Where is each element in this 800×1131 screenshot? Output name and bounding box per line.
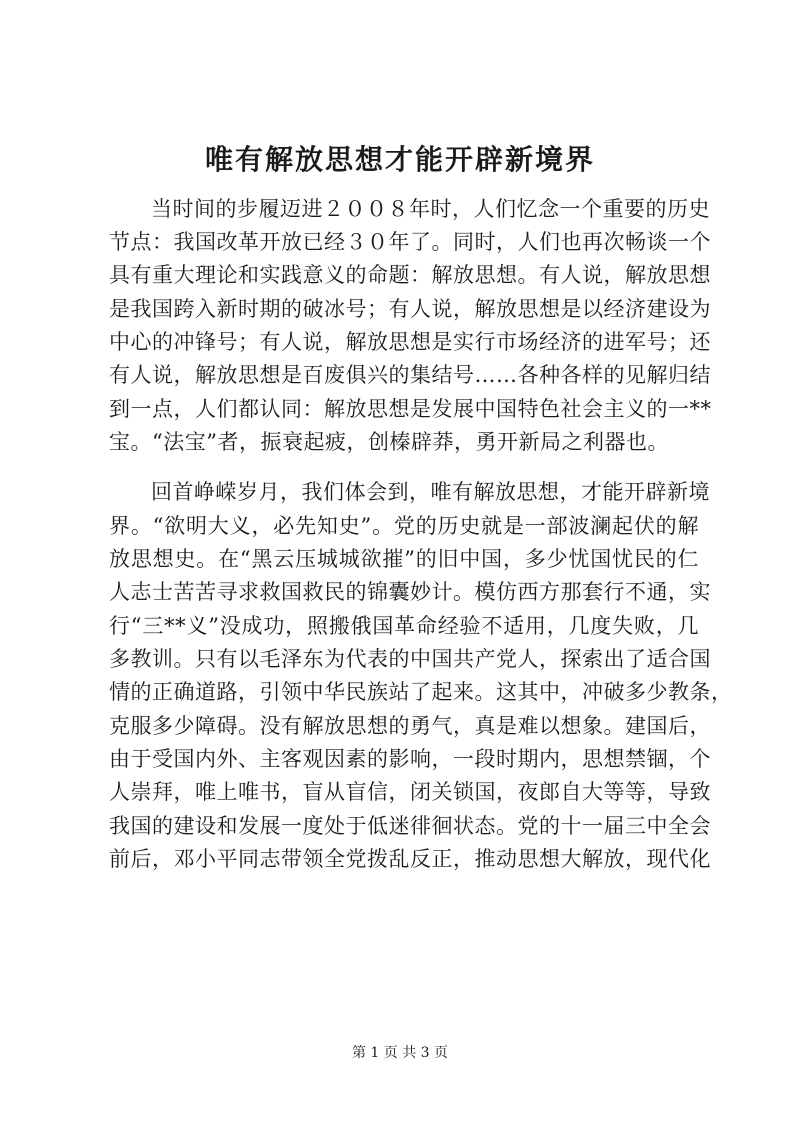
- paragraph-line: 回首峥嵘岁月，我们体会到，唯有解放思想，才能开辟新境: [151, 480, 710, 504]
- paragraph-line: 我国的建设和发展一度处于低迷徘徊状态。党的十一届三中全会: [109, 814, 711, 838]
- paragraph-line: 宝。“法宝”者，振衰起疲，创榛辟莽，勇开新局之利器也。: [109, 430, 669, 454]
- paragraph-line: 克服多少障碍。没有解放思想的勇气，真是难以想象。建国后，: [109, 714, 711, 738]
- paragraph-line: 界。“欲明大义，必先知史”。党的历史就是一部波澜起伏的解: [109, 514, 699, 538]
- paragraph-line: 节点：我国改革开放已经３０年了。同时，人们也再次畅谈一个: [109, 230, 711, 254]
- paragraph-line: 行“三**义”没成功，照搬俄国革命经验不适用，几度失败，几: [109, 614, 699, 638]
- paragraph-line: 具有重大理论和实践意义的命题：解放思想。有人说，解放思想: [109, 263, 711, 287]
- paragraph-line: 有人说，解放思想是百废俱兴的集结号……各种各样的见解归结: [109, 363, 711, 387]
- paragraph-line: 当时间的步履迈进２００８年时，人们忆念一个重要的历史: [151, 197, 710, 221]
- paragraph-line: 中心的冲锋号；有人说，解放思想是实行市场经济的进军号；还: [109, 330, 711, 354]
- page-title: 唯有解放思想才能开辟新境界: [204, 143, 595, 176]
- paragraph-line: 人志士苦苦寻求救国救民的锦囊妙计。模仿西方那套行不通，实: [109, 580, 711, 604]
- paragraph-line: 人崇拜，唯上唯书，盲从盲信，闭关锁国，夜郎自大等等，导致: [109, 780, 711, 804]
- paragraph-line: 情的正确道路，引领中华民族站了起来。这其中，冲破多少教条，: [109, 680, 733, 704]
- paragraph-line: 到一点，人们都认同：解放思想是发展中国特色社会主义的一**: [109, 397, 712, 421]
- paragraph-line: 前后，邓小平同志带领全党拨乱反正，推动思想大解放，现代化: [109, 847, 711, 871]
- paragraph-line: 多教训。只有以毛泽东为代表的中国共产党人，探索出了适合国: [109, 647, 711, 671]
- paragraph-line: 是我国跨入新时期的破冰号；有人说，解放思想是以经济建设为: [109, 297, 711, 321]
- paragraph-line: 放思想史。在“黑云压城城欲摧”的旧中国，多少忧国忧民的仁: [109, 547, 699, 571]
- paragraph-line: 由于受国内外、主客观因素的影响，一段时期内，思想禁锢，个: [109, 747, 711, 771]
- page-footer: 第 1 页 共 3 页: [351, 1045, 449, 1061]
